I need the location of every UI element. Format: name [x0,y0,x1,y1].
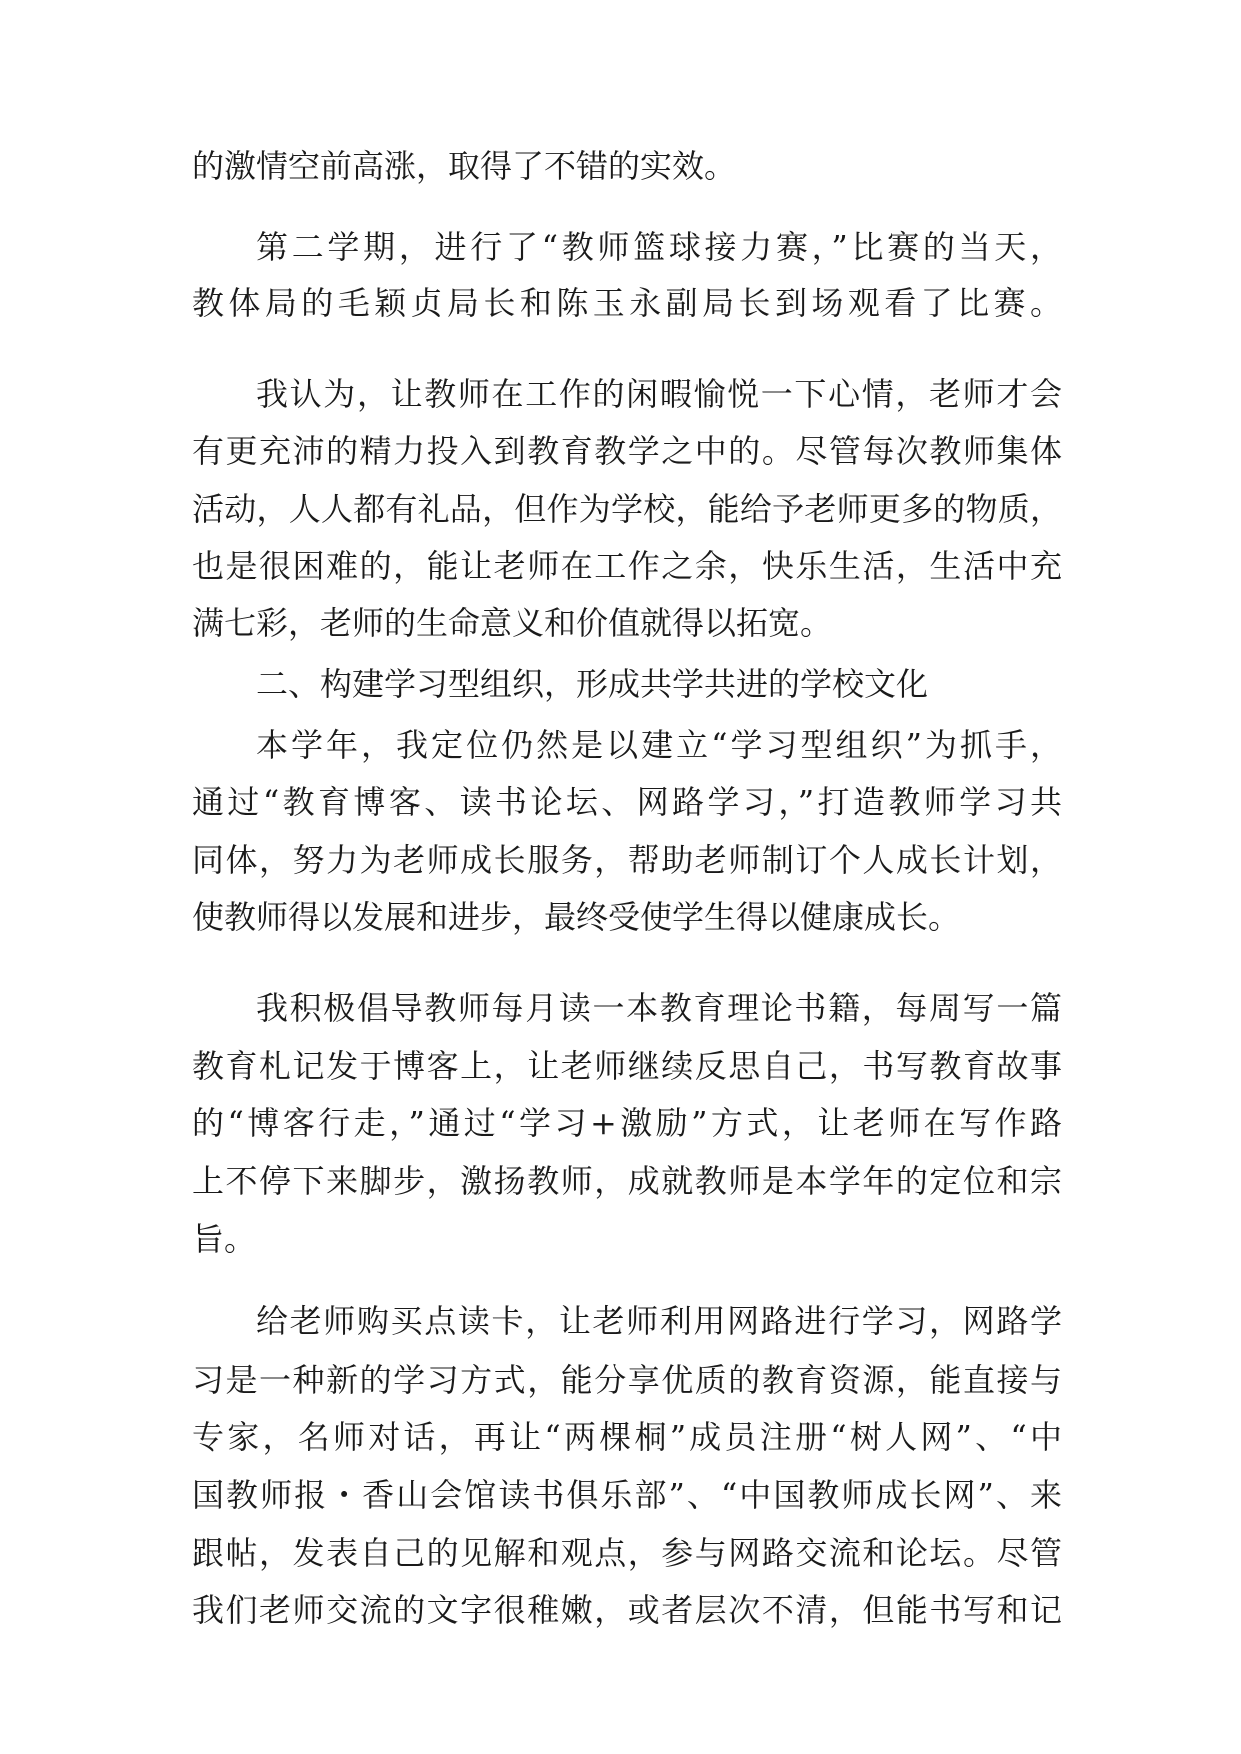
text-line-11: 通过“教育博客、读书论坛、网路学习，”打造教师学习共 [192,783,1062,821]
text-line-10: 本学年，我定位仍然是以建立“学习型组织”为抓手， [256,726,1062,764]
section-heading: 二、构建学习型组织，形成共学共进的学校文化 [256,665,929,703]
text-line-16: 的“博客行走，”通过“学习+激励”方式，让老师在写作路 [192,1104,1062,1142]
text-line-12: 同体，努力为老师成长服务，帮助老师制订个人成长计划， [192,841,1062,879]
text-line-3: 教体局的毛颖贞局长和陈玉永副局长到场观看了比赛。 [192,284,1062,322]
text-line-24: 我们老师交流的文字很稚嫩，或者层次不清，但能书写和记 [192,1591,1062,1629]
text-line-20: 习是一种新的学习方式，能分享优质的教育资源，能直接与 [192,1361,1062,1399]
text-line-1: 的激情空前高涨，取得了不错的实效。 [192,147,737,185]
text-line-17: 上不停下来脚步，激扬教师，成就教师是本学年的定位和宗 [192,1162,1062,1200]
text-line-14: 我积极倡导教师每月读一本教育理论书籍，每周写一篇 [256,989,1062,1027]
text-line-15: 教育札记发于博客上，让老师继续反思自己，书写教育故事 [192,1047,1062,1085]
text-line-2: 第二学期，进行了“教师篮球接力赛，”比赛的当天， [256,228,1062,266]
text-line-8: 满七彩，老师的生命意义和价值就得以拓宽。 [192,604,833,642]
text-line-18: 旨。 [192,1220,257,1258]
text-line-4: 我认为，让教师在工作的闲暇愉悦一下心情，老师才会 [256,375,1062,413]
text-line-6: 活动，人人都有礼品，但作为学校，能给予老师更多的物质， [192,490,1062,528]
text-line-5: 有更充沛的精力投入到教育教学之中的。尽管每次教师集体 [192,432,1062,470]
text-line-21: 专家，名师对话，再让“两棵桐”成员注册“树人网”、“中 [192,1418,1062,1456]
text-line-7: 也是很困难的，能让老师在工作之余，快乐生活，生活中充 [192,547,1062,585]
text-line-23: 跟帖，发表自己的见解和观点，参与网路交流和论坛。尽管 [192,1534,1062,1572]
text-line-13: 使教师得以发展和进步，最终受使学生得以健康成长。 [192,898,961,936]
text-line-22: 国教师报・香山会馆读书俱乐部”、“中国教师成长网”、来 [192,1476,1062,1514]
text-line-19: 给老师购买点读卡，让老师利用网路进行学习，网路学 [256,1302,1062,1340]
